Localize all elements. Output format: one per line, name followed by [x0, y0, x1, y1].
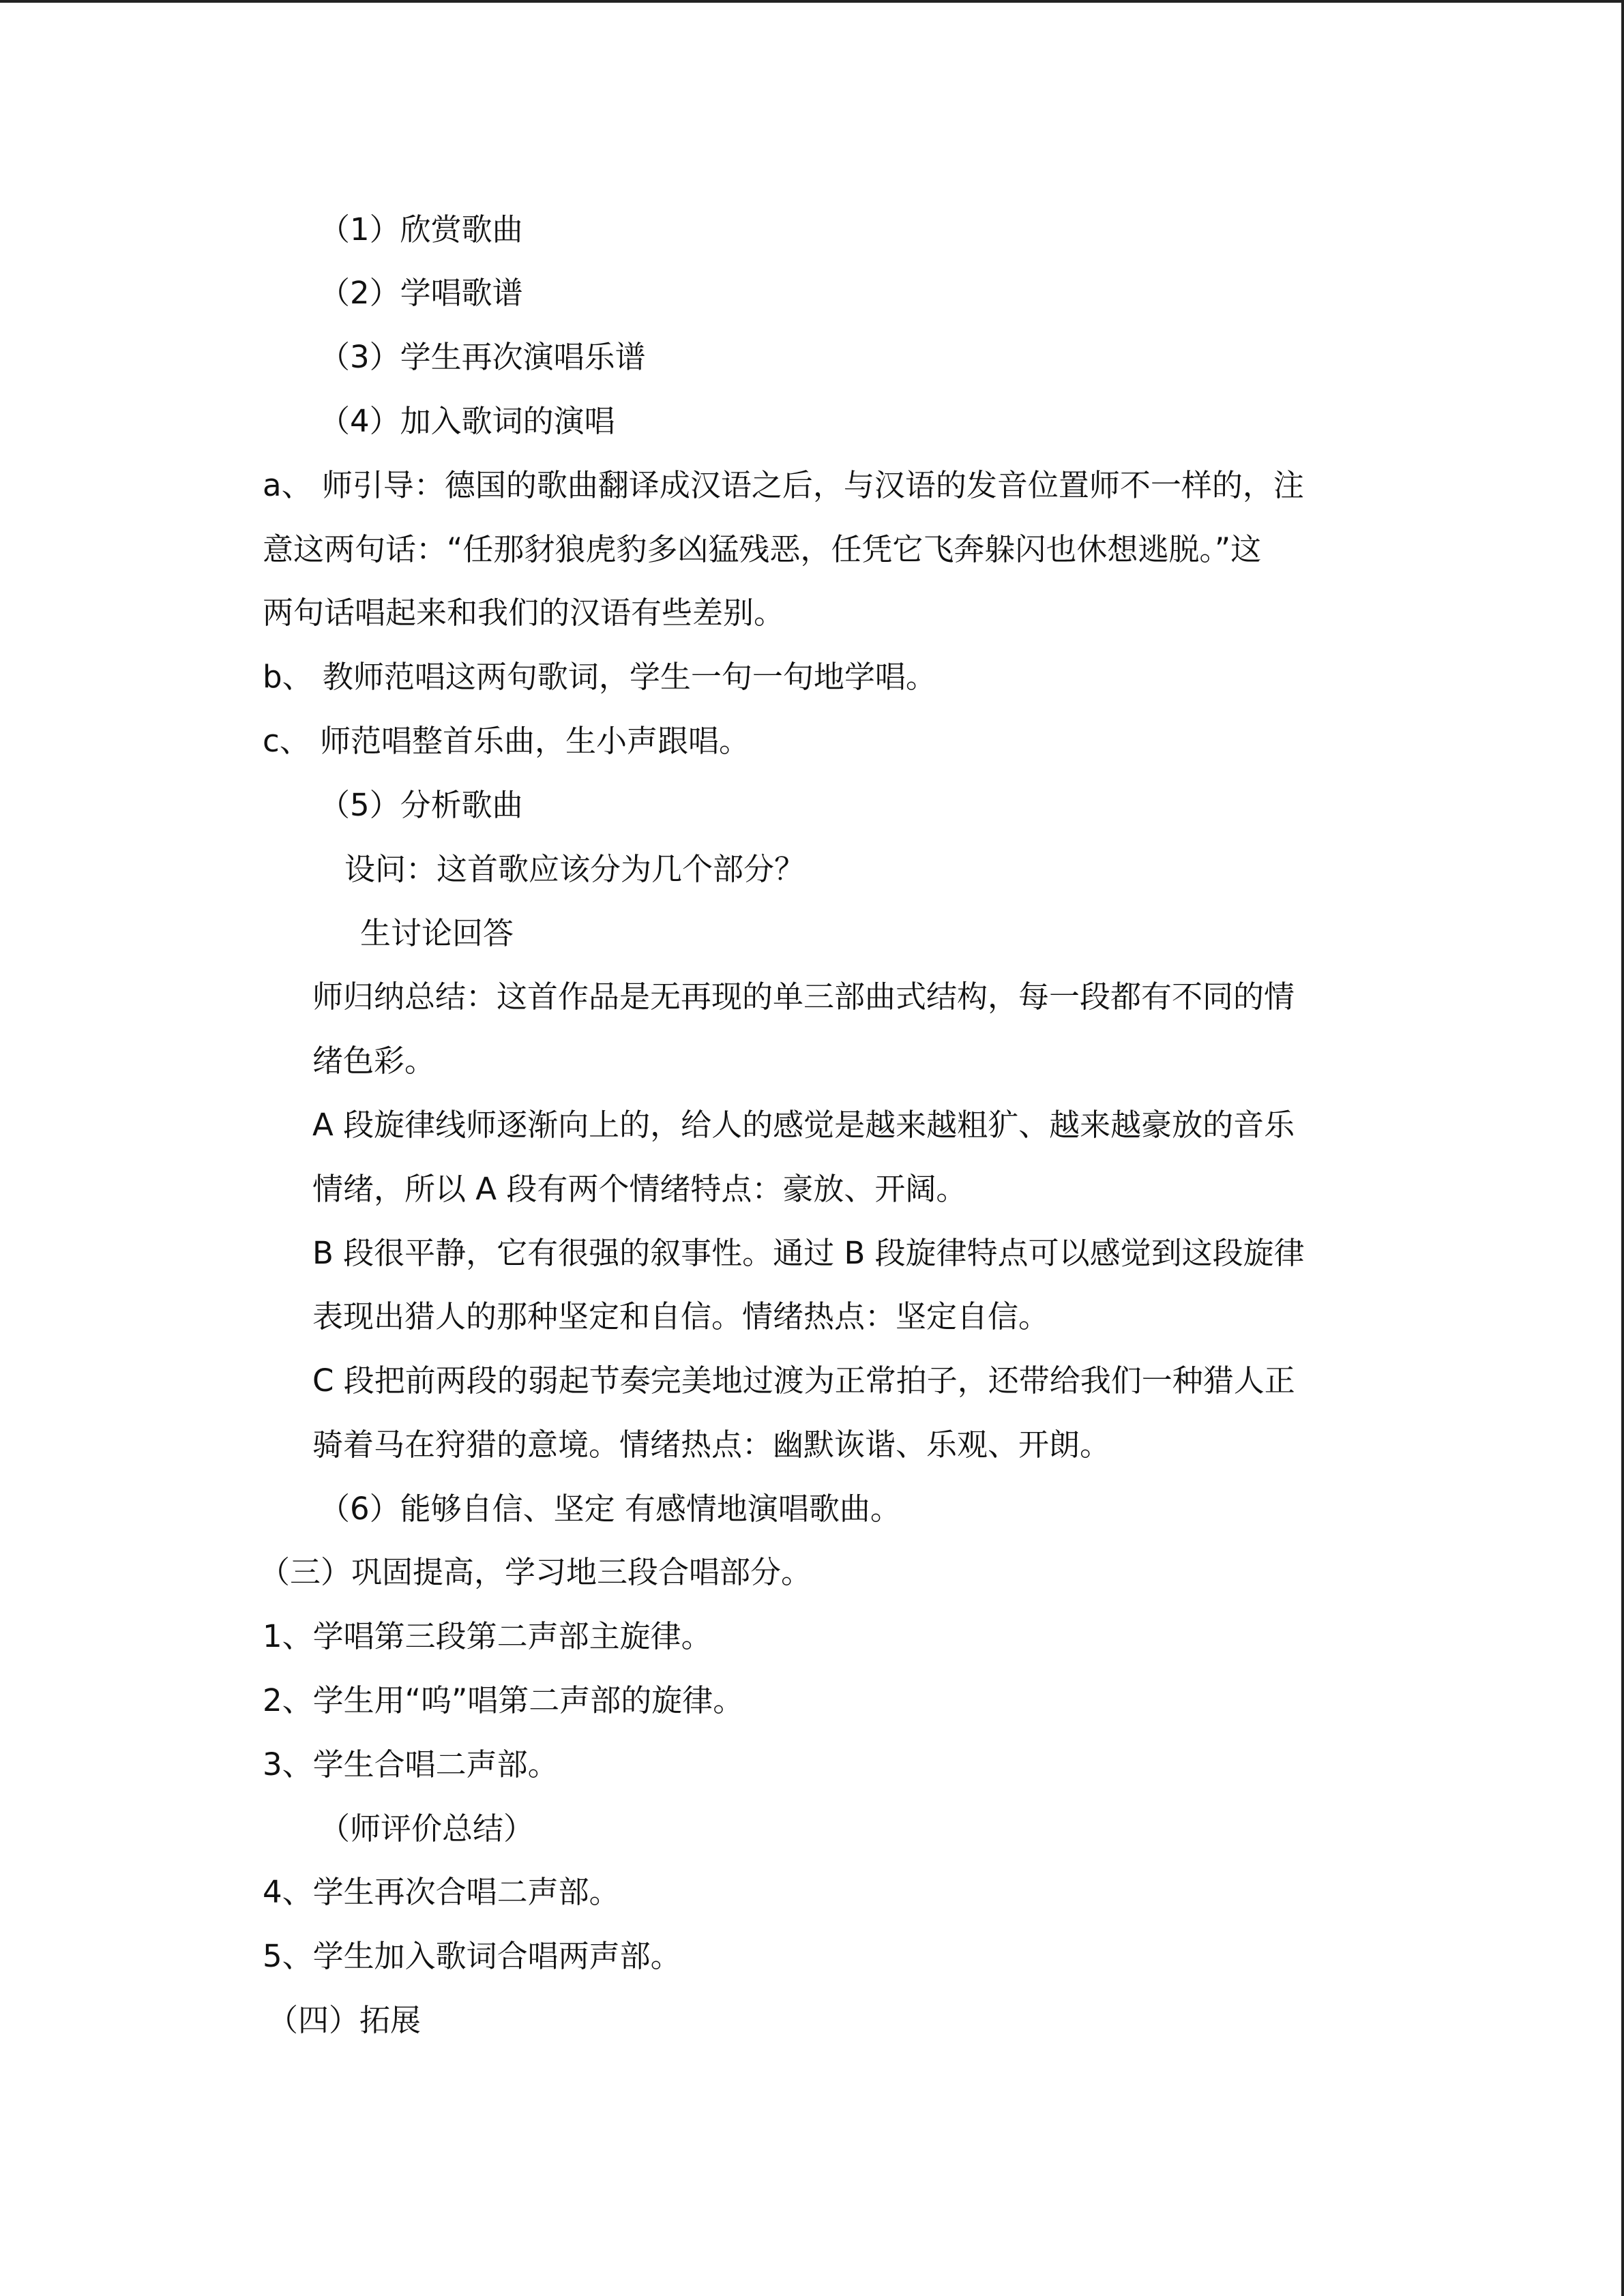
text-line: A 段旋律线师逐渐向上的，给人的感觉是越来越粗犷、越来越豪放的音乐 [312, 1107, 1295, 1143]
text-line: （1）欣赏歌曲 [319, 211, 523, 248]
text-line: 5、学生加入歌词合唱两声部。 [263, 1938, 681, 1974]
text-line: 设问：这首歌应该分为几个部分？ [344, 851, 806, 887]
text-line: （四）拓展 [267, 2002, 422, 2038]
text-line: （6）能够自信、坚定 有感情地演唱歌曲。 [319, 1491, 901, 1527]
text-line: 2、学生用“呜”唱第二声部的旋律。 [263, 1682, 744, 1718]
text-line: （3）学生再次演唱乐谱 [319, 339, 646, 375]
text-line: 骑着马在狩猎的意境。情绪热点：幽默诙谐、乐观、开朗。 [312, 1427, 1111, 1463]
text-line: c、 师范唱整首乐曲，生小声跟唱。 [263, 723, 750, 759]
text-line: 3、学生合唱二声部。 [263, 1746, 559, 1783]
text-line: （三）巩固提高，学习地三段合唱部分。 [259, 1554, 812, 1590]
text-line: 4、学生再次合唱二声部。 [263, 1874, 620, 1910]
text-line: （2）学唱歌谱 [319, 275, 523, 311]
text-line: B 段很平静，它有很强的叙事性。通过 B 段旋律特点可以感觉到这段旋律 [312, 1235, 1305, 1271]
text-line: （5）分析歌曲 [319, 787, 523, 823]
text-line: 意这两句话：“任那豺狼虎豹多凶猛残恶，任凭它飞奔躲闪也休想逃脱。”这 [263, 531, 1262, 567]
text-line: C 段把前两段的弱起节奏完美地过渡为正常拍子，还带给我们一种猎人正 [312, 1362, 1295, 1399]
text-line: 师归纳总结：这首作品是无再现的单三部曲式结构，每一段都有不同的情 [312, 979, 1295, 1015]
text-line: （4）加入歌词的演唱 [319, 403, 615, 439]
text-line: b、 教师范唱这两句歌词，学生一句一句地学唱。 [263, 659, 936, 695]
text-line: 情绪，所以 A 段有两个情绪特点：豪放、开阔。 [312, 1171, 967, 1207]
text-line: 1、学唱第三段第二声部主旋律。 [263, 1618, 712, 1654]
text-line: a、 师引导：德国的歌曲翻译成汉语之后，与汉语的发音位置师不一样的，注 [263, 467, 1304, 503]
text-line: （师评价总结） [319, 1810, 535, 1847]
text-line: 生讨论回答 [360, 915, 514, 951]
text-line: 绪色彩。 [312, 1043, 436, 1079]
text-line: 表现出猎人的那种坚定和自信。情绪热点：坚定自信。 [312, 1298, 1050, 1335]
text-line: 两句话唱起来和我们的汉语有些差别。 [263, 595, 785, 631]
